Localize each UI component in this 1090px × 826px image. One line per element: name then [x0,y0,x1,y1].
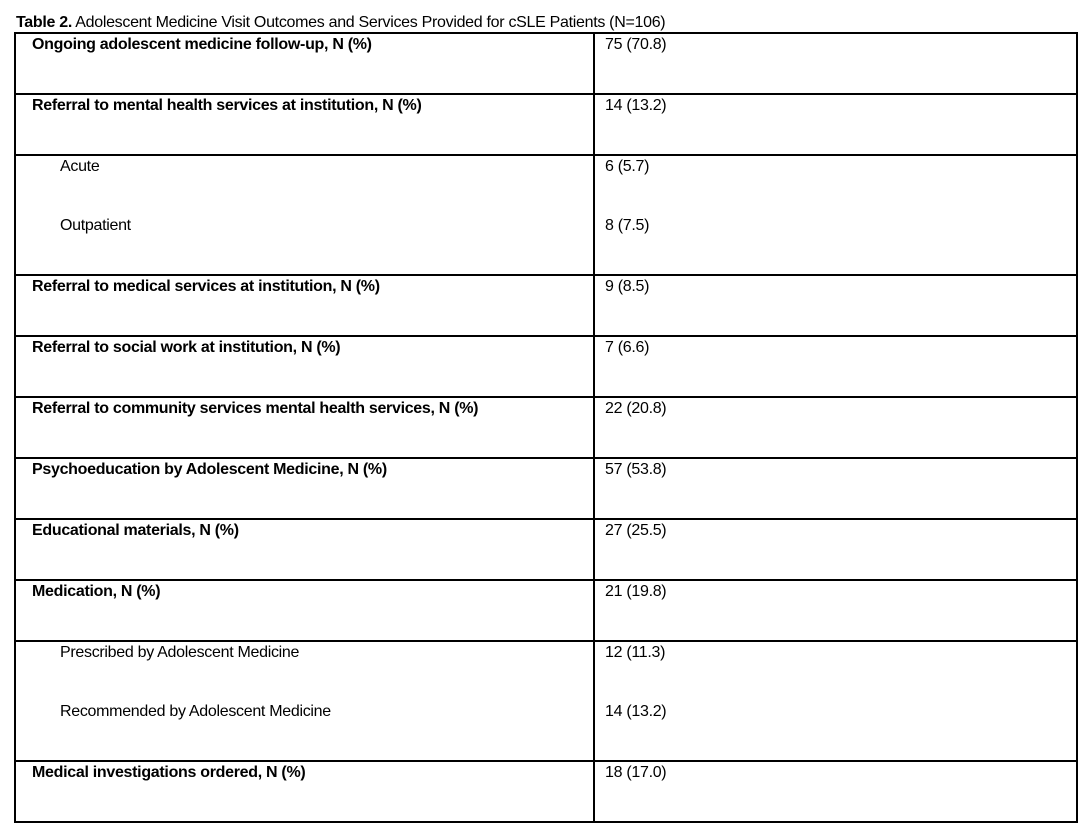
row-value: 6 (5.7) [605,158,650,175]
row-label-cell [15,580,594,641]
table-caption [16,14,665,32]
row-label-cell [15,641,594,761]
row-value: 21 (19.8) [605,583,667,600]
row-label: Psychoeducation by Adolescent Medicine, N (%) [32,461,387,478]
row-label: Referral to medical services at institution, N (%) [32,278,380,295]
row-value: 9 (8.5) [605,278,650,295]
table-row [15,94,1077,155]
table-row [15,641,1077,761]
table-row [15,519,1077,580]
row-value-cell [594,519,1077,580]
row-value-cell [594,580,1077,641]
row-label-cell [15,397,594,458]
table-title: Adolescent Medicine Visit Outcomes and Services Provided for cSLE Patients (N=106) [72,14,666,31]
row-value: 22 (20.8) [605,400,667,417]
row-label-cell [15,94,594,155]
row-label-cell [15,275,594,336]
row-label-cell [15,155,594,275]
row-value: 12 (11.3) [605,644,666,661]
sub-item-label: Outpatient [60,217,131,234]
row-value-cell [594,336,1077,397]
table-row [15,33,1077,94]
row-label: Medication, N (%) [32,583,161,600]
row-value-cell [594,275,1077,336]
row-value-cell [594,94,1077,155]
sub-item-label: Prescribed by Adolescent Medicine [60,644,300,661]
row-value: 18 (17.0) [605,764,667,781]
row-value: 14 (13.2) [605,97,667,114]
row-value-cell [594,397,1077,458]
table-row [15,155,1077,275]
table-row [15,580,1077,641]
row-value: 27 (25.5) [605,522,667,539]
row-label: Educational materials, N (%) [32,522,239,539]
row-label-cell [15,761,594,822]
row-label-cell [15,336,594,397]
row-value: 14 (13.2) [605,703,667,720]
row-label-cell [15,519,594,580]
table-row [15,275,1077,336]
row-label: Referral to social work at institution, N (%) [32,339,341,356]
row-label-cell [15,458,594,519]
sub-item-label: Recommended by Adolescent Medicine [60,703,331,720]
table-row [15,761,1077,822]
row-value: 57 (53.8) [605,461,667,478]
row-label: Referral to community services mental health services, N (%) [32,400,479,417]
row-label: Referral to mental health services at institution, N (%) [32,97,422,114]
row-label-cell [15,33,594,94]
outcomes-table [14,32,1078,823]
table-row [15,458,1077,519]
row-value-cell [594,33,1077,94]
row-value-cell [594,641,1077,761]
table-row [15,336,1077,397]
row-value: 8 (7.5) [605,217,650,234]
row-label: Medical investigations ordered, N (%) [32,764,306,781]
table-number: Table 2. [16,14,72,31]
row-label: Ongoing adolescent medicine follow-up, N (%) [32,36,372,53]
sub-item-label: Acute [60,158,100,175]
row-value: 7 (6.6) [605,339,650,356]
row-value-cell [594,761,1077,822]
table-row [15,397,1077,458]
row-value-cell [594,458,1077,519]
row-value: 75 (70.8) [605,36,667,53]
row-value-cell [594,155,1077,275]
